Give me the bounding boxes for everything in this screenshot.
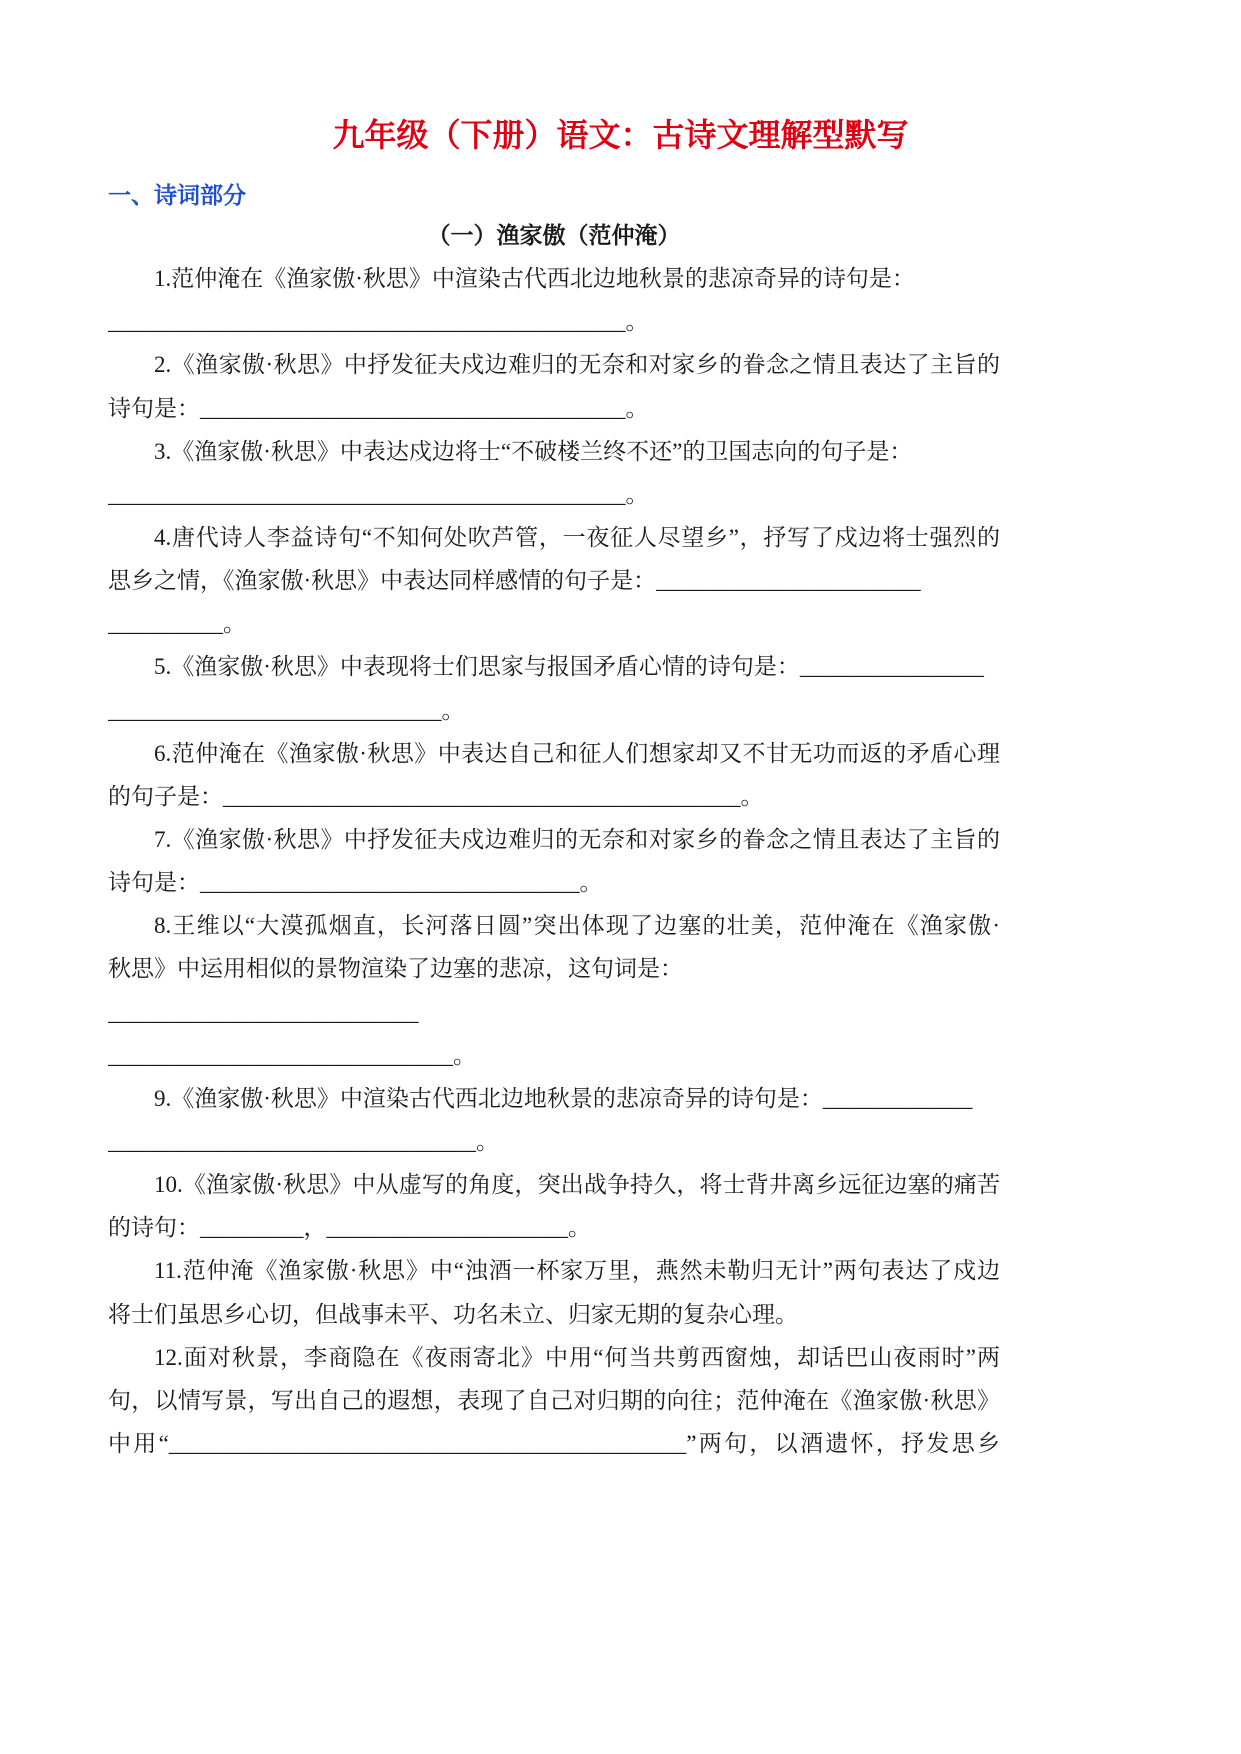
- question-line: 7.《渔家傲·秋思》中抒发征夫戍边难归的无奈和对家乡的眷念之情且表达了主旨的: [154, 826, 1000, 852]
- question-item: [108, 645, 1000, 731]
- question-line: 2.《渔家傲·秋思》中抒发征夫戍边难归的无奈和对家乡的眷念之情且表达了主旨的: [154, 352, 1000, 378]
- worksheet-title: 九年级（下册）语文：古诗文理解型默写: [332, 117, 909, 153]
- question-line: 6.范仲淹在《渔家傲·秋思》中表达自己和征人们想家却又不甘无功而返的矛盾心理: [154, 740, 1000, 766]
- question-line: 12.面对秋景，李商隐在《夜雨寄北》中用“何当共剪西窗烛，却话巴山夜雨时”两: [154, 1344, 1000, 1370]
- question-line: 5.《渔家傲·秋思》中表现将士们思家与报国矛盾心情的诗句是：________________: [154, 654, 984, 680]
- question-line: 思乡之情，《渔家傲·秋思》中表达同样感情的句子是：_______________________: [108, 568, 921, 594]
- question-line: 的诗句：_________，_____________________。: [108, 1215, 591, 1241]
- question-line: 1.范仲淹在《渔家傲·秋思》中渲染古代西北边地秋景的悲凉奇异的诗句是：: [154, 266, 915, 292]
- answer-blank-line: __________。: [108, 611, 246, 637]
- question-line: 9.《渔家傲·秋思》中渲染古代西北边地秋景的悲凉奇异的诗句是：_____________: [154, 1085, 973, 1111]
- answer-blank-line: _____________________________________________。: [108, 481, 649, 507]
- question-line: 3.《渔家傲·秋思》中表达戍边将士“不破楼兰终不还”的卫国志向的句子是：: [154, 438, 913, 464]
- question-item: [108, 732, 1000, 818]
- question-item: [108, 430, 1000, 516]
- question-item: [108, 257, 1000, 343]
- question-item: [108, 516, 1000, 645]
- answer-blank-line: ________________________________。: [108, 1128, 499, 1154]
- answer-blank-line: ___________________________: [108, 999, 419, 1025]
- question-line: 中用“_____________________________________________”两句，以酒遗怀，抒发思乡: [108, 1430, 1000, 1456]
- question-item: [108, 1077, 1000, 1163]
- question-item: [108, 343, 1000, 429]
- answer-blank-line: _____________________________________________。: [108, 309, 649, 335]
- question-item: [108, 1336, 1000, 1465]
- question-line: 8.王维以“大漠孤烟直，长河落日圆”突出体现了边塞的壮美，范仲淹在《渔家傲·: [154, 913, 1000, 939]
- answer-blank-line: _____________________________。: [108, 697, 465, 723]
- question-line: 10.《渔家傲·秋思》中从虚写的角度，突出战争持久，将士背井离乡远征边塞的痛苦: [154, 1172, 1000, 1198]
- question-item: [108, 904, 1000, 1077]
- question-line: 11.范仲淹《渔家傲·秋思》中“浊酒一杯家万里，燕然未勒归无计”两句表达了戍边: [154, 1258, 1000, 1284]
- question-line: 诗句是：_________________________________。: [108, 870, 603, 896]
- poem-subheading: （一）渔家傲（范仲淹）: [427, 223, 681, 248]
- section-heading: 一、诗词部分: [108, 183, 246, 208]
- question-line: 诗句是：_____________________________________。: [108, 395, 649, 421]
- answer-blank-line: ______________________________。: [108, 1042, 476, 1068]
- question-line: 的句子是：_____________________________________________。: [108, 783, 764, 809]
- question-line: 句，以情写景，写出自己的遐想，表现了自己对归期的向往；范仲淹在《渔家傲·秋思》: [108, 1387, 1000, 1413]
- question-item: [108, 1249, 1000, 1335]
- question-item: [108, 1163, 1000, 1249]
- question-item: [108, 818, 1000, 904]
- question-line: 将士们虽思乡心切，但战事未平、功名未立、归家无期的复杂心理。: [108, 1301, 798, 1327]
- poem-section: [108, 214, 1000, 1465]
- question-line: 4.唐代诗人李益诗句“不知何处吹芦管，一夜征人尽望乡”，抒写了戍边将士强烈的: [154, 524, 1000, 550]
- question-line: 秋思》中运用相似的景物渲染了边塞的悲凉，这句词是：: [108, 956, 683, 982]
